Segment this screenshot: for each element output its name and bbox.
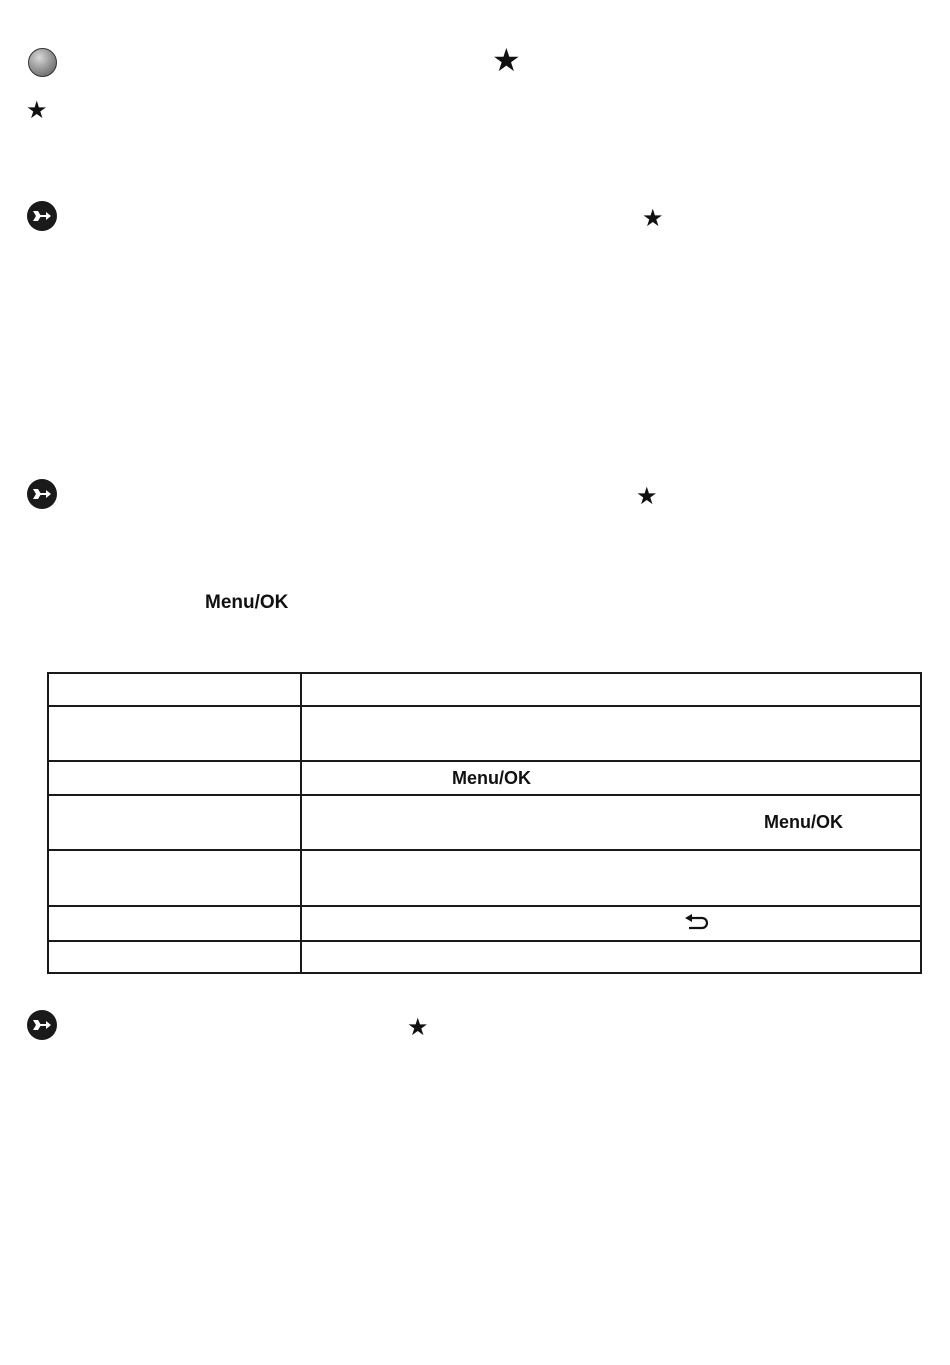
table-row xyxy=(48,761,921,795)
star-icon: ★ xyxy=(26,96,48,124)
table-cell xyxy=(48,761,301,795)
options-table xyxy=(47,672,922,974)
table-row xyxy=(48,795,921,850)
star-icon: ★ xyxy=(642,204,664,232)
menu-ok-key-label: Menu/OK xyxy=(452,768,531,788)
menu-ok-key-label: Menu/OK xyxy=(205,592,289,613)
table-cell xyxy=(48,706,301,761)
table-cell xyxy=(301,761,921,795)
table-cell xyxy=(301,850,921,906)
arrow-tip-icon xyxy=(27,1010,57,1040)
table-cell xyxy=(301,941,921,973)
section-bullet-icon xyxy=(28,48,57,77)
table-cell xyxy=(48,850,301,906)
table-cell xyxy=(48,941,301,973)
table-cell xyxy=(301,673,921,706)
table-cell xyxy=(301,906,921,941)
star-icon: ★ xyxy=(492,41,521,79)
star-icon: ★ xyxy=(636,482,658,510)
arrow-tip-icon xyxy=(27,201,57,231)
table-cell xyxy=(301,706,921,761)
table-cell xyxy=(48,673,301,706)
star-icon: ★ xyxy=(407,1013,429,1041)
table-cell xyxy=(48,795,301,850)
table-cell xyxy=(48,906,301,941)
table-cell xyxy=(301,795,921,850)
arrow-tip-icon xyxy=(27,479,57,509)
table-row xyxy=(48,850,921,906)
table-row xyxy=(48,706,921,761)
back-arrow-icon xyxy=(684,914,708,939)
table-row xyxy=(48,673,921,706)
table-row xyxy=(48,941,921,973)
table-row xyxy=(48,906,921,941)
menu-ok-key-label: Menu/OK xyxy=(764,812,843,832)
